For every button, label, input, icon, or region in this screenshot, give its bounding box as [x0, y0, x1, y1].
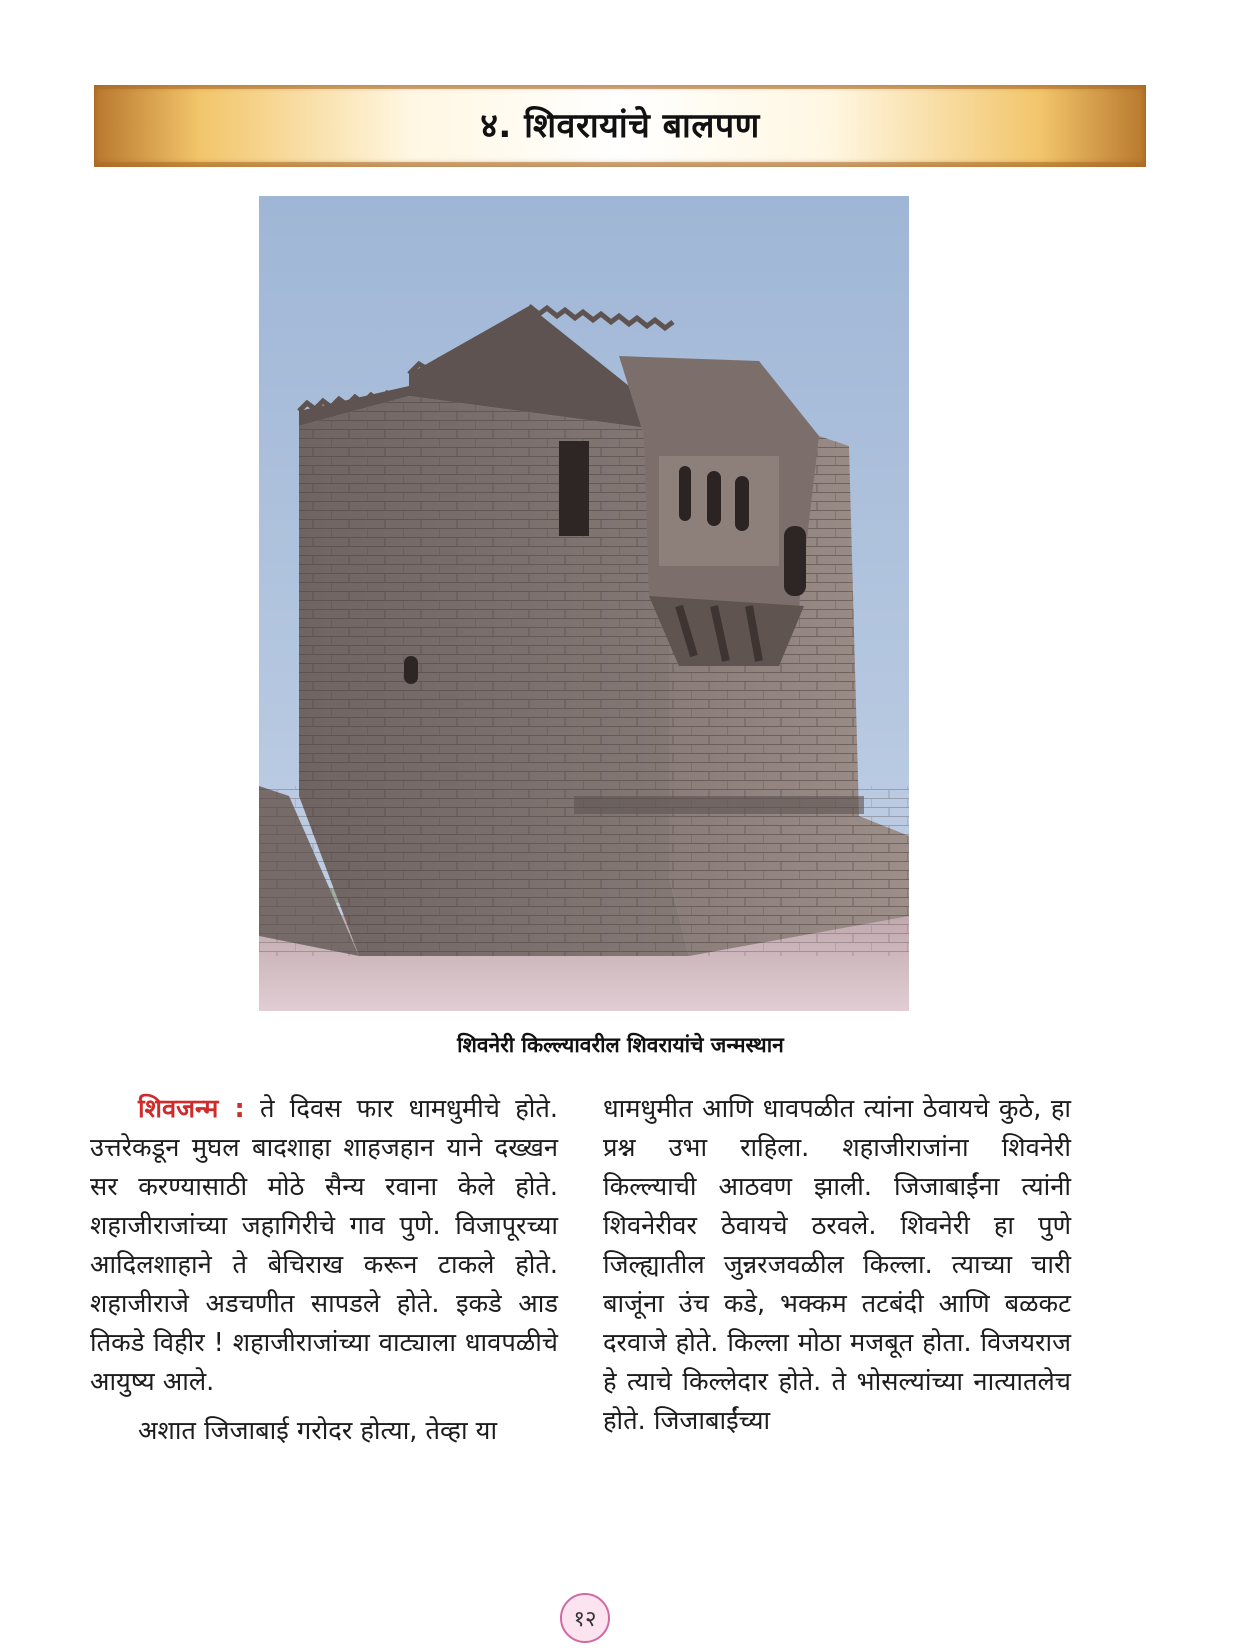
left-column — [90, 1090, 558, 1461]
chapter-title-band — [94, 85, 1146, 167]
paragraph — [90, 1412, 558, 1451]
paragraph-text: ते दिवस फार धामधुमीचे होते. उत्तरेकडून मुघल बादशाहा शाहजहान याने दख्खन सर करण्यासाठी मोठे सैन्य रवाना केले होते. शहाजीराजांच्या जहागिरीचे गाव पुणे. विजापूरच्या आदिलशाहाने ते बेचिराख करून टाकले होते. शहाजीराजे अडचणीत सापडले होते. इकडे आड तिकडे विहीर ! शहाजीराजांच्या वाट्याला धावपळीचे आयुष्य आले. — [90, 1094, 558, 1397]
paragraph — [90, 1090, 558, 1402]
paragraph-text: धामधुमीत आणि धावपळीत त्यांना ठेवायचे कुठे, हा प्रश्न उभा राहिला. शहाजीराजांना शिवनेरी किल्ल्याची आठवण झाली. जिजाबाईंना त्यांनी शिवनेरीवर ठेवायचे ठरवले. शिवनेरी हा पुणे जिल्ह्यातील जुन्नरजवळील किल्ला. त्याच्या चारी बाजूंना उंच कडे, भक्कम तटबंदी आणि बळकट दरवाजे होते. किल्ला मोठा मजबूत होता. विजयराज हे त्याचे किल्लेदार होते. ते भोसल्यांच्या नात्यातलेच होते. जिजाबाईंच्या — [603, 1094, 1071, 1436]
paragraph — [603, 1090, 1071, 1441]
section-lead: शिवजन्म : — [138, 1094, 245, 1124]
figure-caption: शिवनेरी किल्ल्यावरील शिवरायांचे जन्मस्थान — [457, 1033, 784, 1057]
right-column — [603, 1090, 1071, 1451]
shivneri-birthplace-photo — [259, 196, 909, 1011]
chapter-title: ४. शिवरायांचे बालपण — [480, 106, 760, 146]
paragraph-text: अशात जिजाबाई गरोदर होत्या, तेव्हा या — [138, 1416, 498, 1446]
page-number: १२ — [560, 1593, 610, 1643]
